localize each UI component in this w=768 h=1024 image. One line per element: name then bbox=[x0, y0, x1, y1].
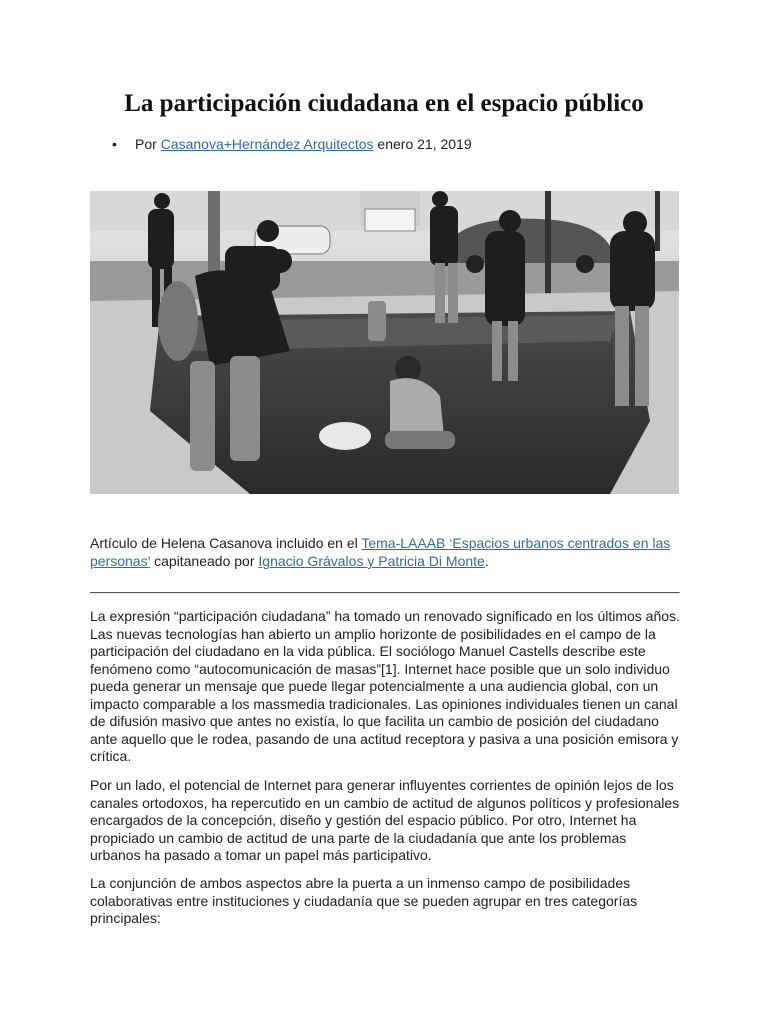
body-paragraph: La conjunción de ambos aspectos abre la puerta a un inmenso campo de posibilidades colaborativas entre instituciones y ciudadanía que se pueden agrupar en tres categorías principales: bbox=[90, 875, 638, 926]
bullet-icon: • bbox=[112, 136, 117, 152]
article-photo bbox=[90, 191, 679, 494]
byline-prefix: Por bbox=[135, 136, 161, 152]
author-link[interactable]: Casanova+Hernández Arquitectos bbox=[160, 136, 374, 152]
body-paragraph: Por un lado, el potencial de Internet para generar influyentes corrientes de opinión lejos de los canales ortodoxos, ha repercutido en un cambio de actitud de algunos políticos y profesionales encargados de la concepción, diseño y gestión del espacio público. Por otro, Internet ha propiciado un cambio de actitud de una parte de la ciudadanía que ante los problemas urbanos ha pasado a tomar un papel más participativo. bbox=[90, 777, 680, 863]
publish-date: enero 21, 2019 bbox=[373, 136, 472, 152]
article-title: La participación ciudadana en el espacio público bbox=[124, 90, 644, 117]
intro-text: capitaneado por bbox=[150, 553, 259, 569]
intro-text: Artículo de Helena Casanova incluido en el bbox=[90, 535, 362, 551]
intro-text: . bbox=[484, 553, 489, 569]
divider bbox=[90, 592, 680, 594]
theme-link[interactable]: Tema-LAAAB ‘Espacios urbanos centrados en las personas’ bbox=[90, 535, 671, 569]
body-paragraph: La expresión “participación ciudadana” ha tomado un renovado significado en los últimos años. Las nuevas tecnologías han abierto un amplio horizonte de posibilidades en el campo de la participación del ciudadano en la vida pública. El sociólogo Manuel Castells describe este fenómeno como “autocomunicación de masas”[1]. Internet hace posible que un solo individuo pueda generar un mensaje que puede llegar potencialmente a una audiencia global, con un impacto comparable a los massmedia tradicionales. Las opiniones individuales tienen un canal de difusión masivo que antes no existía, lo que facilita un cambio de posición del ciudadano ante aquello que le rodea, pasando de una actitud receptora y pasiva a una posición emisora y crítica. bbox=[90, 608, 680, 764]
article-intro bbox=[90, 534, 680, 570]
curators-link[interactable]: Ignacio Grávalos y Patricia Di Monte bbox=[258, 553, 485, 569]
